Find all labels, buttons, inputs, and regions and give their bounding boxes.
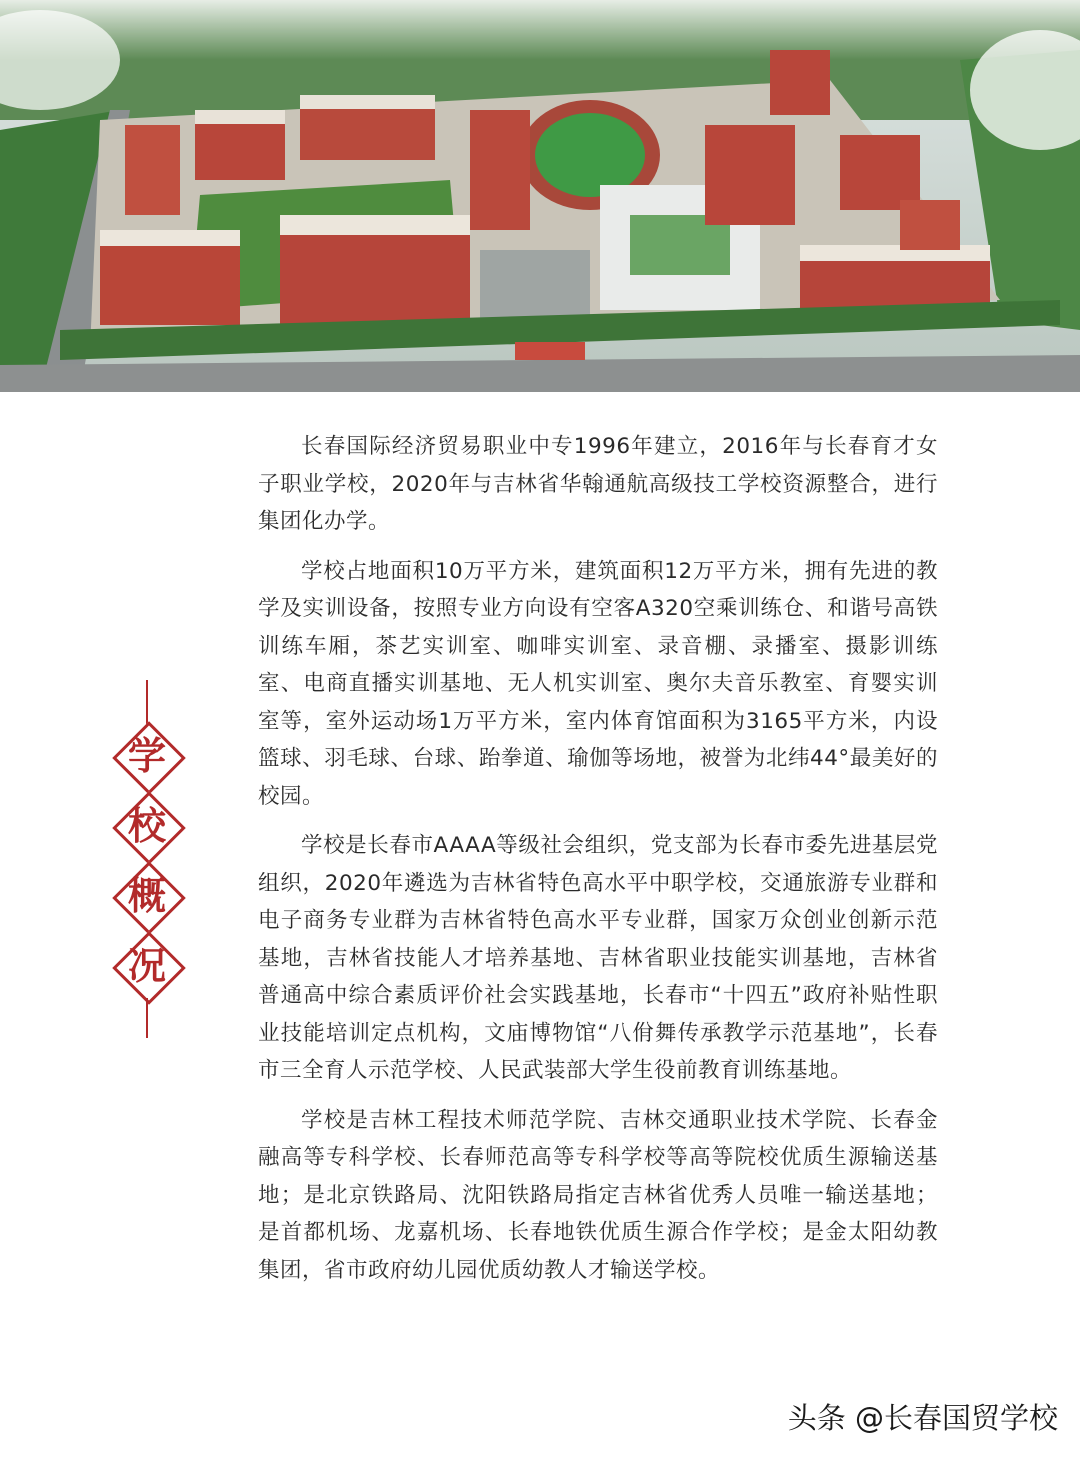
paragraph-history: 长春国际经济贸易职业中专1996年建立，2016年与长春育才女子职业学校，2020年与吉林省华翰通航高级技工学校资源整合，进行集团化办学。 — [258, 434, 938, 534]
watermark: 头条 @长春国贸学校 — [787, 1401, 1058, 1435]
parking-lot — [480, 250, 590, 320]
title-line-bottom — [146, 998, 148, 1038]
football-field — [535, 113, 645, 197]
campus-gate — [515, 342, 585, 360]
title-diamond-4 — [111, 930, 183, 1002]
article-body — [258, 428, 938, 1301]
title-diamond-3 — [111, 860, 183, 932]
paragraph-partners: 学校是吉林工程技术师范学院、吉林交通职业技术学院、长春金融高等专科学校、长春师范高等专科学校等高等院校优质生源输送基地；是北京铁路局、沈阳铁路局指定吉林省优秀人员唯一输送基地；是首都机场、龙嘉机场、长春地铁优质生源合作学校；是金太阳幼教集团，省市政府幼儿园优质幼教人才输送学校。 — [258, 1107, 938, 1283]
title-char: 校 — [127, 804, 166, 848]
section-title — [92, 680, 202, 1040]
title-diamond-2 — [111, 790, 183, 862]
title-char: 况 — [127, 944, 166, 988]
paragraph-facilities: 学校占地面积10万平方米，建筑面积12万平方米，拥有先进的教学及实训设备，按照专业方向设有空客A320空乘训练仓、和谐号高铁训练车厢，茶艺实训室、咖啡实训室、录音棚、录播室、摄影训练室、电商直播实训基地、无人机实训室、奥尔夫音乐教室、育婴实训室等，室外运动场1万平方米，室内体育馆面积为3165平方米，内设篮球、羽毛球、台球、跆拳道、瑜伽等场地，被誉为北纬44°最美好的校园。 — [258, 558, 938, 809]
paragraph-honors: 学校是长春市AAAA等级社会组织，党支部为长春市委先进基层党组织，2020年遴选为吉林省特色高水平中职学校，交通旅游专业群和电子商务专业群为吉林省特色高水平专业群，国家万众创业创新示范基地，吉林省技能人才培养基地、吉林省职业技能实训基地，吉林省普通高中综合素质评价社会实践基地，长春市“十四五”政府补贴性职业技能培训定点机构，文庙博物馆“八佾舞传承教学示范基地”，长春市三全育人示范学校、人民武装部大学生役前教育训练基地。 — [258, 833, 938, 1083]
top-fog — [0, 0, 1080, 60]
title-diamond-1 — [111, 720, 183, 792]
title-char: 概 — [127, 874, 166, 918]
campus-illustration — [0, 0, 1080, 392]
campus-aerial-image — [0, 0, 1080, 392]
title-char: 学 — [127, 734, 166, 778]
